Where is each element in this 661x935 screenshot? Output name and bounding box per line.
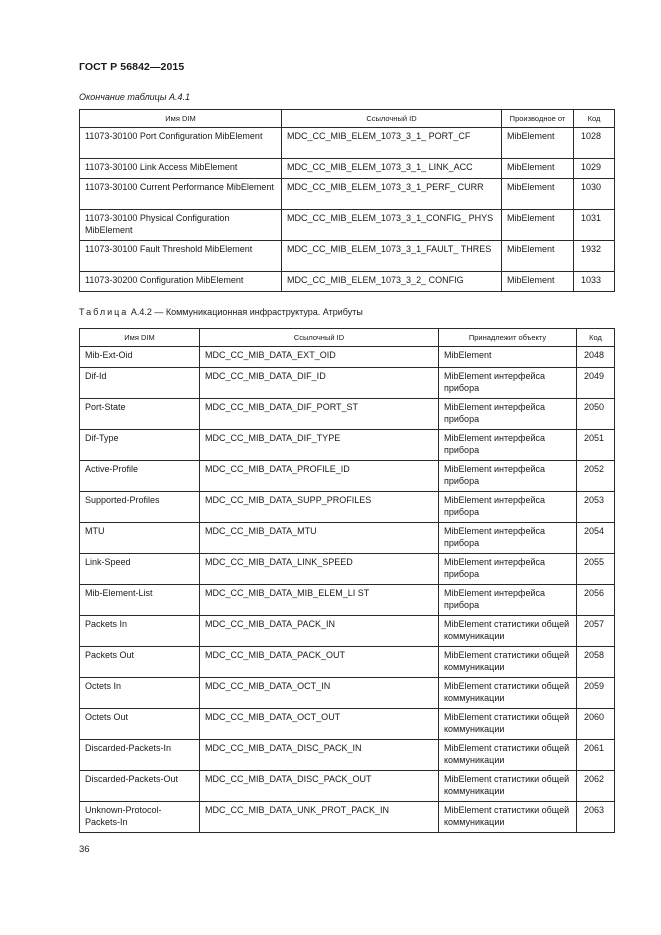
table-cell: Dif-Id	[80, 368, 200, 399]
table-cell: MibElement	[502, 241, 574, 272]
table-cell: 2056	[577, 585, 615, 616]
table-cell: Active-Profile	[80, 461, 200, 492]
table-cell: 1030	[574, 179, 615, 210]
table-cell: MibElement статистики общей коммуникации	[439, 802, 577, 833]
table-cell: 2050	[577, 399, 615, 430]
table-row	[80, 430, 615, 461]
table-cell: Octets In	[80, 678, 200, 709]
table-cell: MibElement интерфейса прибора	[439, 461, 577, 492]
table-cell: MDC_CC_MIB_DATA_PACK_OUT	[200, 647, 439, 678]
table-cell: Link-Speed	[80, 554, 200, 585]
table-cell: 1028	[574, 128, 615, 159]
table-cell: MDC_CC_MIB_DATA_MTU	[200, 523, 439, 554]
table-cell: MDC_CC_MIB_DATA_DIF_TYPE	[200, 430, 439, 461]
table-row	[80, 616, 615, 647]
table-cell: 2059	[577, 678, 615, 709]
table-cell: Unknown-Protocol-Packets-In	[80, 802, 200, 833]
table-cell: 2052	[577, 461, 615, 492]
table-cell: 2062	[577, 771, 615, 802]
table-row	[80, 554, 615, 585]
table-cell: 1033	[574, 272, 615, 292]
table1-continuation-title: Окончание таблицы А.4.1	[79, 92, 190, 102]
table-cell: MibElement	[439, 347, 577, 368]
table-cell: MDC_CC_MIB_DATA_EXT_OID	[200, 347, 439, 368]
table-cell: MDC_CC_MIB_DATA_DIF_ID	[200, 368, 439, 399]
table-cell: MibElement интерфейса прибора	[439, 368, 577, 399]
table-cell: Discarded-Packets-Out	[80, 771, 200, 802]
table-row	[80, 771, 615, 802]
page-number: 36	[79, 844, 90, 855]
table-cell: MDC_CC_MIB_DATA_PACK_IN	[200, 616, 439, 647]
table-cell: MDC_CC_MIB_DATA_UNK_PROT_PACK_IN	[200, 802, 439, 833]
table-cell: 2063	[577, 802, 615, 833]
table-cell: MibElement интерфейса прибора	[439, 554, 577, 585]
table-cell: 2055	[577, 554, 615, 585]
table-cell: MibElement интерфейса прибора	[439, 430, 577, 461]
table-cell: 1932	[574, 241, 615, 272]
table-cell: 2051	[577, 430, 615, 461]
table-cell: MibElement статистики общей коммуникации	[439, 740, 577, 771]
table-cell: MDC_CC_MIB_ELEM_1073_3_1_ PORT_CF	[282, 128, 502, 159]
table-cell: Mib-Element-List	[80, 585, 200, 616]
table-a42	[79, 328, 615, 833]
table-row	[80, 740, 615, 771]
table-cell: MDC_CC_MIB_ELEM_1073_3_2_ CONFIG	[282, 272, 502, 292]
column-header: Производное от	[502, 110, 574, 128]
table-cell: MDC_CC_MIB_ELEM_1073_3_1_ LINK_ACC	[282, 159, 502, 179]
column-header: Принадлежит объекту	[439, 329, 577, 347]
table-cell: MibElement	[502, 128, 574, 159]
table-row	[80, 159, 615, 179]
table-row	[80, 128, 615, 159]
table-cell: MibElement	[502, 179, 574, 210]
table-cell: 1029	[574, 159, 615, 179]
table-cell: MibElement интерфейса прибора	[439, 523, 577, 554]
table-cell: 11073-30100 Physical Configuration MibElement	[80, 210, 282, 241]
caption-prefix: Таблица	[79, 307, 129, 317]
table-cell: MibElement	[502, 272, 574, 292]
table1-header-row	[80, 110, 615, 128]
table-cell: MDC_CC_MIB_ELEM_1073_3_1_FAULT_ THRES	[282, 241, 502, 272]
table-cell: Mib-Ext-Oid	[80, 347, 200, 368]
table-cell: MDC_CC_MIB_DATA_PROFILE_ID	[200, 461, 439, 492]
table-row	[80, 802, 615, 833]
column-header: Имя DIM	[80, 329, 200, 347]
table-cell: MDC_CC_MIB_DATA_DIF_PORT_ST	[200, 399, 439, 430]
table-row	[80, 399, 615, 430]
column-header: Ссылочный ID	[282, 110, 502, 128]
table-cell: Packets Out	[80, 647, 200, 678]
table-cell: MibElement интерфейса прибора	[439, 492, 577, 523]
table-cell: MDC_CC_MIB_DATA_LINK_SPEED	[200, 554, 439, 585]
table-cell: MDC_CC_MIB_DATA_DISC_PACK_OUT	[200, 771, 439, 802]
table-cell: 2048	[577, 347, 615, 368]
table-cell: 11073-30200 Configuration MibElement	[80, 272, 282, 292]
table-cell: MDC_CC_MIB_DATA_MIB_ELEM_LI ST	[200, 585, 439, 616]
table-cell: MibElement интерфейса прибора	[439, 585, 577, 616]
table-cell: MibElement статистики общей коммуникации	[439, 678, 577, 709]
table-row	[80, 492, 615, 523]
column-header: Код	[577, 329, 615, 347]
table-cell: MDC_CC_MIB_ELEM_1073_3_1_PERF_ CURR	[282, 179, 502, 210]
table-cell: 2049	[577, 368, 615, 399]
table-row	[80, 678, 615, 709]
table-cell: 11073-30100 Fault Threshold MibElement	[80, 241, 282, 272]
table-cell: 1031	[574, 210, 615, 241]
table-cell: MDC_CC_MIB_DATA_OCT_OUT	[200, 709, 439, 740]
table-cell: Port-State	[80, 399, 200, 430]
table-row	[80, 523, 615, 554]
table-cell: 2058	[577, 647, 615, 678]
table-cell: MibElement	[502, 159, 574, 179]
table-row	[80, 210, 615, 241]
column-header: Ссылочный ID	[200, 329, 439, 347]
table-row	[80, 647, 615, 678]
table-cell: MibElement статистики общей коммуникации	[439, 647, 577, 678]
standard-header: ГОСТ Р 56842—2015	[79, 61, 185, 73]
table-cell: Packets In	[80, 616, 200, 647]
table-cell: MTU	[80, 523, 200, 554]
table2-header-row	[80, 329, 615, 347]
table-cell: 11073-30100 Port Configuration MibElement	[80, 128, 282, 159]
table-cell: 11073-30100 Current Performance MibElement	[80, 179, 282, 210]
table-row	[80, 368, 615, 399]
table-row	[80, 241, 615, 272]
table-cell: Discarded-Packets-In	[80, 740, 200, 771]
table-row	[80, 347, 615, 368]
table2-caption	[79, 307, 363, 317]
table-cell: 2061	[577, 740, 615, 771]
table-cell: Dif-Type	[80, 430, 200, 461]
table-cell: MibElement статистики общей коммуникации	[439, 709, 577, 740]
table-cell: MibElement статистики общей коммуникации	[439, 616, 577, 647]
caption-text: А.4.2 — Коммуникационная инфраструктура. Атрибуты	[130, 307, 363, 317]
table-row	[80, 709, 615, 740]
table-row	[80, 585, 615, 616]
table-row	[80, 179, 615, 210]
table-cell: MibElement	[502, 210, 574, 241]
table-cell: 2054	[577, 523, 615, 554]
table-cell: MDC_CC_MIB_ELEM_1073_3_1_CONFIG_ PHYS	[282, 210, 502, 241]
table-cell: MibElement статистики общей коммуникации	[439, 771, 577, 802]
column-header: Код	[574, 110, 615, 128]
table-cell: MDC_CC_MIB_DATA_OCT_IN	[200, 678, 439, 709]
table-cell: 2060	[577, 709, 615, 740]
table-cell: Supported-Profiles	[80, 492, 200, 523]
table-row	[80, 272, 615, 292]
table-cell: Octets Out	[80, 709, 200, 740]
table-row	[80, 461, 615, 492]
table-a41	[79, 109, 615, 292]
table-cell: MDC_CC_MIB_DATA_SUPP_PROFILES	[200, 492, 439, 523]
table-cell: MibElement интерфейса прибора	[439, 399, 577, 430]
table-cell: 11073-30100 Link Access MibElement	[80, 159, 282, 179]
table-cell: 2053	[577, 492, 615, 523]
column-header: Имя DIM	[80, 110, 282, 128]
table-cell: 2057	[577, 616, 615, 647]
table-cell: MDC_CC_MIB_DATA_DISC_PACK_IN	[200, 740, 439, 771]
